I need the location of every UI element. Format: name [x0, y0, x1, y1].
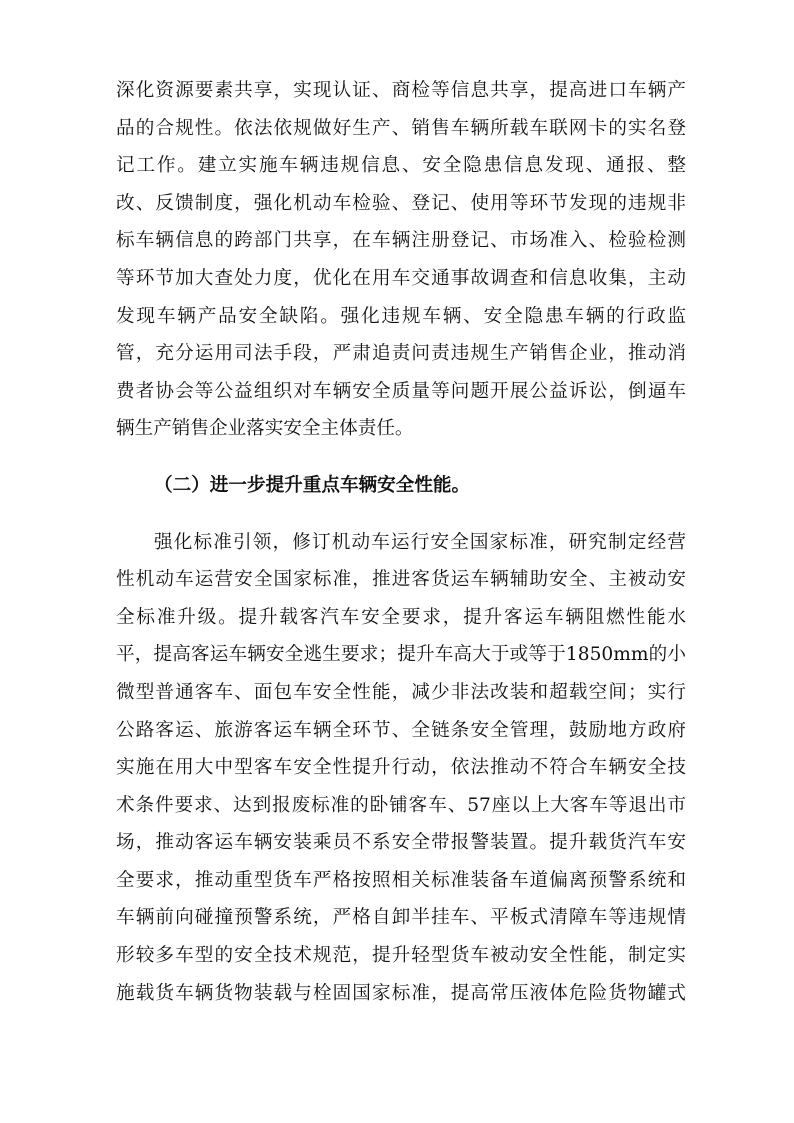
- spacer: [116, 505, 686, 524]
- text-line: 等环节加大查处力度，优化在用车交通事故调查和信息收集，主动: [116, 267, 686, 289]
- text-line: 术条件要求、达到报废标准的卧铺客车、57座以上大客车等退出市: [116, 794, 686, 816]
- text-line: 管，充分运用司法手段，严肃追责问责违规生产销售企业，推动消: [116, 343, 686, 365]
- text-line: 费者协会等公益组织对车辆安全质量等问题开展公益诉讼，倒逼车: [116, 380, 686, 402]
- spacer: [116, 448, 686, 467]
- text-line: 施载货车辆货物装载与栓固国家标准，提高常压液体危险货物罐式: [116, 982, 686, 1004]
- text-line: 辆生产销售企业落实安全主体责任。: [116, 418, 414, 440]
- text-line: 强化标准引领，修订机动车运行安全国家标准，研究制定经营: [154, 531, 686, 553]
- section-heading: （二）进一步提升重点车辆安全性能。: [154, 474, 471, 496]
- text-line: 全标准升级。提升载客汽车安全要求，提升客运车辆阻燃性能水: [116, 606, 686, 628]
- text-line: 形较多车型的安全技术规范，提升轻型货车被动安全性能，制定实: [116, 945, 686, 967]
- text-line: 车辆前向碰撞预警系统，严格自卸半挂车、平板式清障车等违规情: [116, 907, 686, 929]
- text-line: 记工作。建立实施车辆违规信息、安全隐患信息发现、通报、整: [116, 155, 686, 177]
- text-line: 性机动车运营安全国家标准，推进客货运车辆辅助安全、主被动安: [116, 569, 686, 591]
- text-line: 平，提高客运车辆安全逃生要求；提升车高大于或等于1850mm的小: [116, 644, 686, 666]
- text-line: 标车辆信息的跨部门共享，在车辆注册登记、市场准入、检验检测: [116, 230, 686, 252]
- text-line: 改、反馈制度，强化机动车检验、登记、使用等环节发现的违规非: [116, 192, 686, 214]
- text-line: 品的合规性。依法依规做好生产、销售车辆所载车联网卡的实名登: [116, 117, 686, 139]
- text-line: 发现车辆产品安全缺陷。强化违规车辆、安全隐患车辆的行政监: [116, 305, 686, 327]
- paragraph-1: [116, 72, 686, 448]
- text-line: 微型普通客车、面包车安全性能，减少非法改装和超载空间；实行: [116, 681, 686, 703]
- document-page: [116, 72, 686, 1012]
- text-line: 深化资源要素共享，实现认证、商检等信息共享，提高进口车辆产: [116, 80, 686, 101]
- text-line: 实施在用大中型客车安全性提升行动，依法推动不符合车辆安全技: [116, 757, 686, 779]
- paragraph-2: [116, 524, 686, 1013]
- text-line: 公路客运、旅游客运车辆全环节、全链条安全管理，鼓励地方政府: [116, 719, 686, 741]
- text-line: 场，推动客运车辆安装乘员不系安全带报警装置。提升载货汽车安: [116, 832, 686, 854]
- text-line: 全要求，推动重型货车严格按照相关标准装备车道偏离预警系统和: [116, 869, 686, 891]
